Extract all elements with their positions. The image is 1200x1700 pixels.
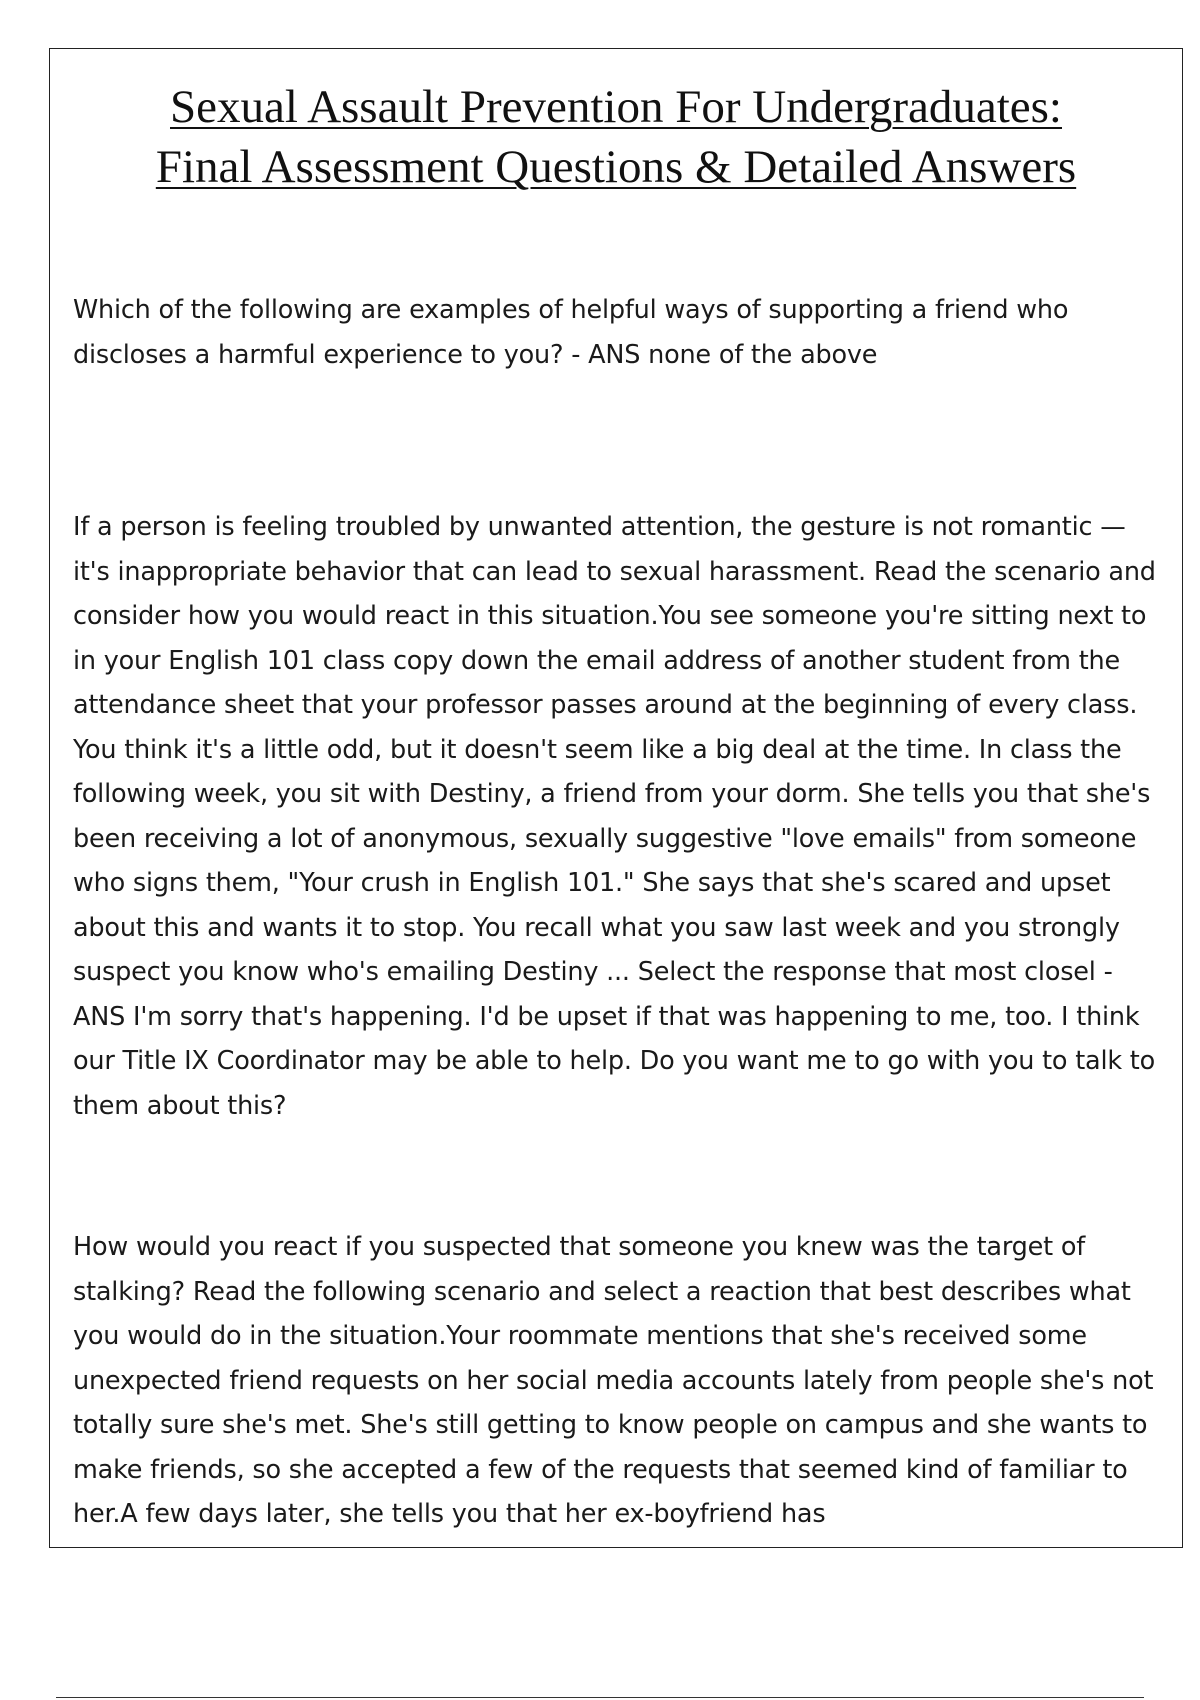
qa-item-2: If a person is feeling troubled by unwanted attention, the gesture is not romantic — it's inappropriate behavior that can lead to sexual harassment. Read the scenario and consider how you would react in this situation.You see someone you're sitting next to in your English 101 class copy down the email address of another student from the attendance sheet that your professor passes around at the beginning of every class. You think it's a little odd, but it doesn't seem like a big deal at the time. In class the following week, you sit with Destiny, a friend from your dorm. She tells you that she's been receiving a lot of anonymous, sexually suggestive "love emails" from someone who signs them, "Your crush in English 101." She says that she's scared and upset about this and wants it to stop. You recall what you saw last week and you strongly suspect you know who's emailing Destiny ... Select the response that most closel - ANS I'm sorry that's happening. I'd be upset if that was happening to me, too. I think our Title IX Coordinator may be able to help. Do you want me to go with you to talk to them about this?	[73, 512, 1156, 1121]
document-title	[50, 77, 1182, 197]
qa-item-3: How would you react if you suspected that someone you knew was the target of stalking? Read the following scenario and select a reaction that best describes what you would do in the situation.Your roommate mentions that she's received some unexpected friend requests on her social media accounts lately from people she's not totally sure she's met. She's still getting to know people on campus and she wants to make friends, so she accepted a few of the requests that seemed kind of familiar to her.A few days later, she tells you that her ex-boyfriend has	[73, 1232, 1154, 1529]
title-line-1: Sexual Assault Prevention For Undergraduates:	[170, 81, 1062, 133]
footer-divider	[56, 1697, 1144, 1698]
page-frame	[49, 48, 1183, 1548]
title-line-2: Final Assessment Questions & Detailed Answers	[155, 141, 1077, 193]
qa-item-1: Which of the following are examples of helpful ways of supporting a friend who discloses a harmful experience to you? - ANS none of the above	[73, 295, 1069, 370]
